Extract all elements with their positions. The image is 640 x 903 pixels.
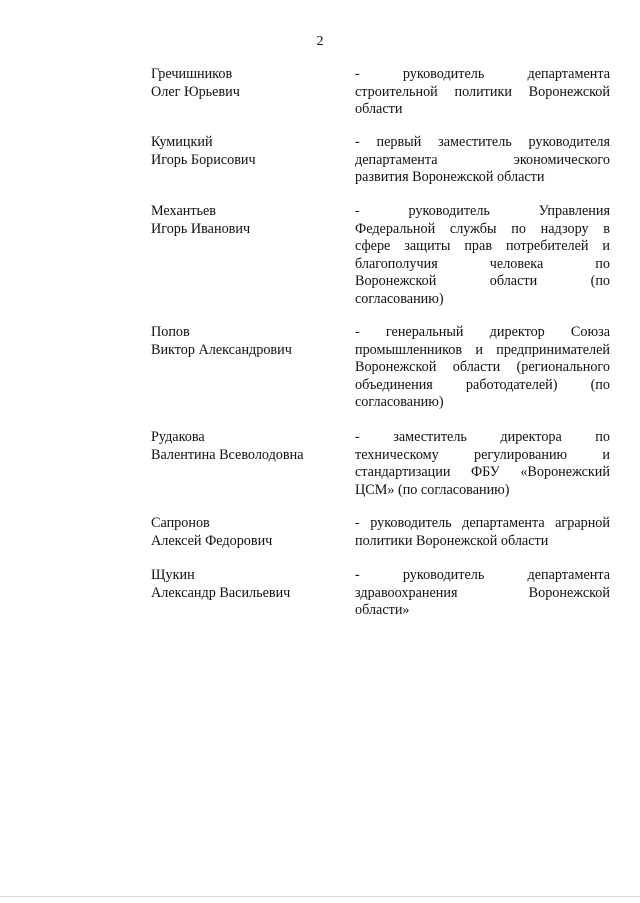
- description-line: ЦСМ» (по согласованию): [355, 481, 510, 498]
- position-description: [355, 203, 610, 309]
- description-line: Воронежской области (регионального: [355, 359, 610, 376]
- description-line: Воронежской области (по: [355, 273, 610, 290]
- position-description: [355, 66, 610, 119]
- given-names: Олег Юрьевич: [151, 83, 240, 100]
- description-line: стандартизации ФБУ «Воронежский: [355, 464, 610, 481]
- surname: Кумицкий: [151, 134, 213, 150]
- given-names: Валентина Всеволодовна: [151, 446, 304, 463]
- position-description: [355, 324, 610, 412]
- description-line: Федеральной службы по надзору в: [355, 220, 610, 237]
- given-names: Игорь Иванович: [151, 220, 251, 237]
- description-line: техническому регулированию и: [355, 446, 610, 463]
- given-names: Александр Васильевич: [151, 584, 291, 601]
- description-line: области: [355, 101, 403, 118]
- description-line: благополучия человека по: [355, 255, 610, 272]
- position-description: [355, 515, 610, 550]
- description-line: - заместитель директора по: [355, 429, 610, 445]
- description-line: - первый заместитель руководителя: [355, 134, 610, 150]
- position-description: [355, 429, 610, 499]
- person-name: [151, 429, 341, 464]
- person-name: [151, 134, 341, 169]
- surname: Рудакова: [151, 429, 205, 445]
- given-names: Виктор Александрович: [151, 341, 292, 358]
- surname: Щукин: [151, 567, 195, 583]
- description-line: согласованию): [355, 394, 444, 411]
- description-line: строительной политики Воронежской: [355, 83, 610, 100]
- page-number: 2: [316, 34, 324, 49]
- description-line: - руководитель Управления: [355, 203, 610, 219]
- surname: Гречишников: [151, 66, 233, 82]
- surname: Механтьев: [151, 203, 217, 219]
- description-line: - руководитель департамента: [355, 567, 610, 583]
- given-names: Алексей Федорович: [151, 532, 273, 549]
- description-line: - генеральный директор Союза: [355, 324, 610, 340]
- surname: Сапронов: [151, 515, 210, 531]
- description-line: согласованию): [355, 290, 444, 307]
- description-line: развития Воронежской области: [355, 169, 545, 186]
- description-line: здравоохранения Воронежской: [355, 584, 610, 601]
- description-line: политики Воронежской области: [355, 532, 549, 549]
- position-description: [355, 134, 610, 187]
- description-line: - руководитель департамента: [355, 66, 610, 82]
- description-line: области»: [355, 602, 410, 619]
- person-name: [151, 324, 341, 359]
- description-line: промышленников и предпринимателей: [355, 341, 610, 358]
- surname: Попов: [151, 324, 190, 340]
- given-names: Игорь Борисович: [151, 151, 256, 168]
- description-line: объединения работодателей) (по: [355, 376, 610, 393]
- description-line: - руководитель департамента аграрной: [355, 515, 610, 531]
- person-name: [151, 515, 341, 550]
- person-name: [151, 66, 341, 101]
- position-description: [355, 567, 610, 620]
- description-line: сфере защиты прав потребителей и: [355, 238, 610, 255]
- description-line: департамента экономического: [355, 151, 610, 168]
- person-name: [151, 203, 341, 238]
- page-edge-divider: [0, 896, 640, 897]
- person-name: [151, 567, 341, 602]
